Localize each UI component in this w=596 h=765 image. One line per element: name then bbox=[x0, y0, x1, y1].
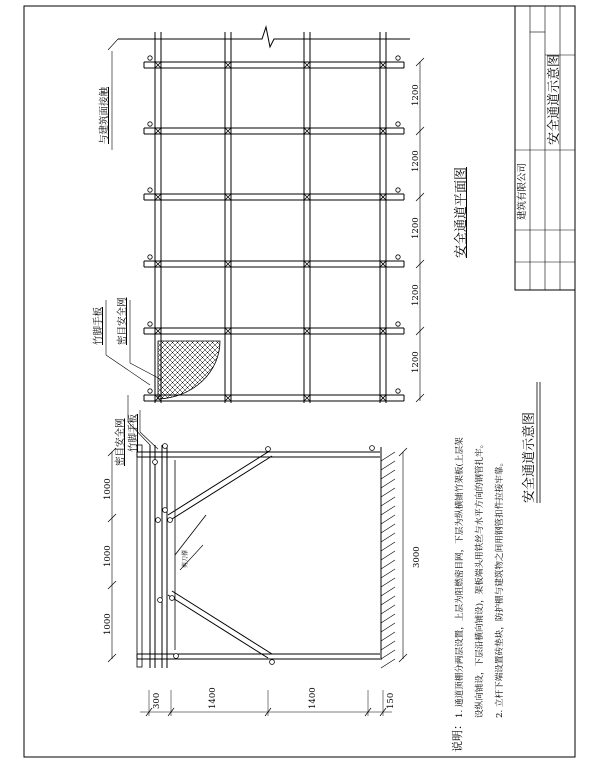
tie-circle bbox=[148, 188, 152, 192]
wall-hatch-line bbox=[381, 452, 395, 461]
safety-net-hatch bbox=[158, 341, 220, 399]
coupler-circle bbox=[156, 518, 161, 523]
title-block bbox=[515, 6, 575, 290]
section-brace-label: 剪刀撑 bbox=[182, 549, 189, 568]
plan-dim-4: 1200 bbox=[411, 284, 421, 306]
coupler-circle bbox=[163, 444, 168, 449]
plan-dim-2: 1200 bbox=[411, 150, 421, 172]
tie-circle bbox=[396, 389, 400, 393]
section-dim-v-3: 1000 bbox=[103, 613, 113, 635]
coupler-circle bbox=[270, 660, 275, 665]
section-bamboo-plank-label: 竹脚手板 bbox=[128, 413, 139, 452]
section-view bbox=[108, 395, 407, 716]
wall-hatch-line bbox=[381, 587, 395, 596]
wall-hatch-line bbox=[381, 605, 395, 614]
tie-circle bbox=[148, 389, 152, 393]
plan-dim-1: 1200 bbox=[411, 84, 421, 106]
wall-hatch-line bbox=[381, 470, 395, 479]
plan-bamboo-plank-label: 竹脚手板 bbox=[93, 306, 104, 345]
wall-hatch-line bbox=[381, 461, 395, 470]
coupler-circle bbox=[158, 598, 163, 603]
wall-hatch-line bbox=[381, 632, 395, 641]
tie-circle bbox=[396, 56, 400, 60]
section-dim-h-2: 1400 bbox=[208, 687, 218, 709]
wall-hatch-line bbox=[381, 596, 395, 605]
coupler-circle bbox=[370, 446, 375, 451]
coupler-circle bbox=[163, 508, 168, 513]
plan-safety-net-label: 密目安全网 bbox=[117, 297, 128, 345]
section-title: 安全通道示意图 bbox=[522, 411, 537, 503]
tie-circle bbox=[396, 122, 400, 126]
wall-hatch-line bbox=[381, 623, 395, 632]
notes-label: 说明： bbox=[451, 719, 464, 752]
coupler-circle bbox=[170, 596, 175, 601]
plan-dim-5: 1200 bbox=[411, 351, 421, 373]
tie-circle bbox=[148, 255, 152, 259]
plan-dim-3: 1200 bbox=[411, 217, 421, 239]
wall-hatch-line bbox=[381, 614, 395, 623]
wall-hatch-line bbox=[381, 506, 395, 515]
tie-circle bbox=[148, 122, 152, 126]
section-dim-h-1: 300 bbox=[152, 692, 162, 709]
tie-circle bbox=[148, 56, 152, 60]
company-name: 建筑有限公司 bbox=[517, 162, 528, 220]
plan-wall-contact-label: 与建筑面接触 bbox=[99, 86, 110, 144]
plan-view bbox=[106, 27, 424, 403]
wall-hatch-line bbox=[381, 659, 395, 668]
wall-hatch-line bbox=[381, 578, 395, 587]
note-line-3: 2. 立杆下端设置砖垫块，防护棚与建筑物之间用钢管扣件拉接牢靠。 bbox=[495, 457, 505, 718]
wall-hatch-line bbox=[381, 497, 395, 506]
wall-hatch-line bbox=[381, 488, 395, 497]
tie-circle bbox=[396, 188, 400, 192]
wall-hatch-line bbox=[381, 551, 395, 560]
coupler-circle bbox=[168, 518, 173, 523]
tie-circle bbox=[396, 255, 400, 259]
wall-hatch-line bbox=[381, 560, 395, 569]
wall-hatch-line bbox=[381, 641, 395, 650]
section-dim-v-1: 1000 bbox=[103, 478, 113, 500]
tie-circle bbox=[148, 322, 152, 326]
coupler-circle bbox=[153, 460, 158, 465]
drawing-name: 安全通道示意图 bbox=[547, 53, 562, 145]
section-dim-height: 3000 bbox=[412, 546, 422, 568]
section-dim-h-3: 1400 bbox=[308, 687, 318, 709]
plan-title: 安全通道平面图 bbox=[454, 166, 469, 258]
wall-hatch-line bbox=[381, 515, 395, 524]
tie-circle bbox=[396, 322, 400, 326]
coupler-circle bbox=[266, 447, 271, 452]
section-net-label: 密目安全网 bbox=[115, 418, 126, 466]
wall-hatch-line bbox=[381, 533, 395, 542]
wall-hatch-line bbox=[381, 524, 395, 533]
wall-hatch-line bbox=[381, 569, 395, 578]
section-dim-h-4: 150 bbox=[386, 692, 396, 709]
wall-hatch-line bbox=[381, 650, 395, 659]
coupler-circle bbox=[174, 654, 179, 659]
wall-hatch-line bbox=[381, 542, 395, 551]
wall-hatch-line bbox=[381, 479, 395, 488]
note-line-2: 设纵向铺设，下层沿横向铺设)，架板端头用铁丝与水平方向的钢管扎牢。 bbox=[475, 439, 485, 718]
section-dim-v-2: 1000 bbox=[103, 545, 113, 567]
note-line-1: 1. 通道顶棚分两层设置，上层为阻燃密目网，下层为纵横铺竹架板(上层架 bbox=[455, 437, 465, 718]
